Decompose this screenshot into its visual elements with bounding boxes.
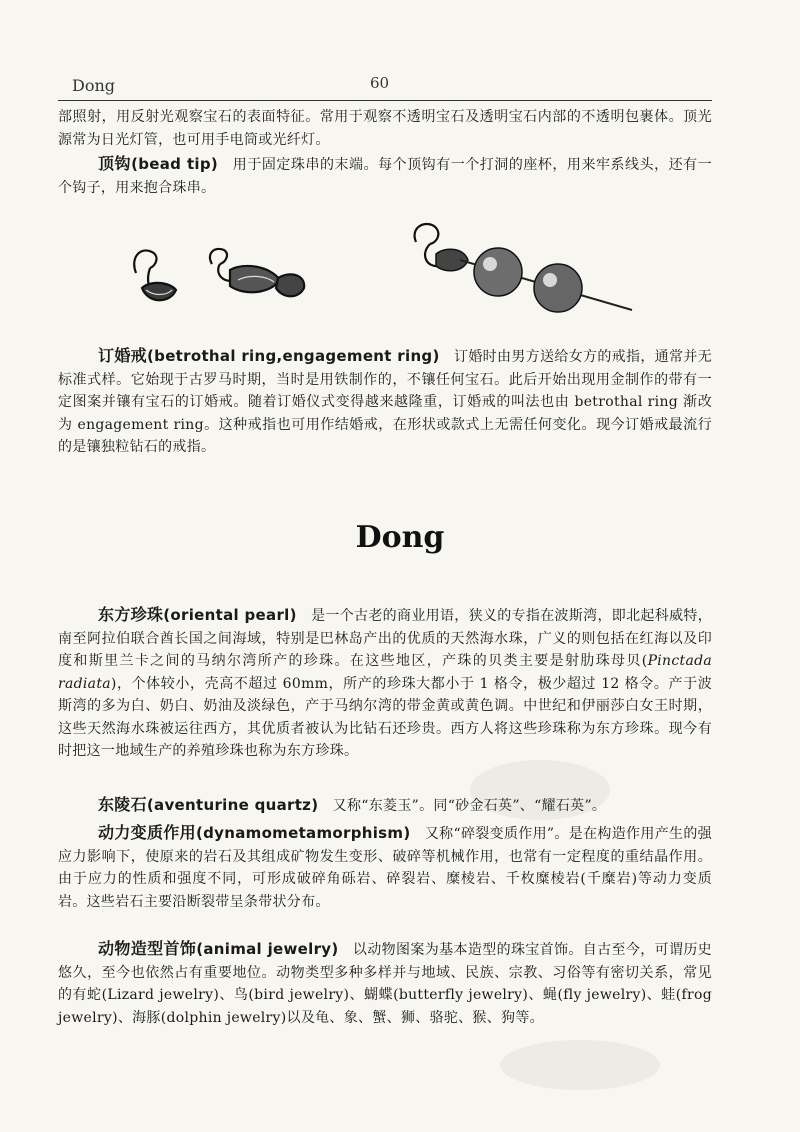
entry-dynamometamorphism	[58, 822, 712, 913]
entry-body: 是一个古老的商业用语，狭义的专指在波斯湾，即北起科威特，南至阿拉伯联合酋长国之间海域，特别是巴林岛产出的优质的天然海水珠，广义的则包括在红海以及印度和斯里兰卡之间的马纳尔湾所产的珍珠。在这些地区，产珠的贝类主要是射肋珠母贝(	[58, 608, 713, 669]
running-header: Dong	[72, 76, 116, 95]
entry-term-cn: 东陵石	[98, 795, 147, 814]
entry-body: 又称“东菱玉”。同“砂金石英”、“耀石英”。	[318, 798, 607, 814]
entry-term-en: (betrothal ring,engagement ring)	[147, 347, 440, 365]
bead-tip-closed-drawing	[134, 250, 176, 300]
entry-aventurine-quartz	[58, 794, 712, 818]
entry-term-cn: 顶钩	[98, 154, 132, 173]
paper-stain	[500, 1040, 660, 1090]
entry-body: 用于固定珠串的末端。每个顶钩有一个打洞的座杯，用来牢系线头，还有一个钩子，用来抱合珠串。	[58, 157, 712, 196]
continuation-paragraph	[58, 106, 712, 151]
entry-term-cn: 订婚戒	[98, 346, 148, 365]
entry-term-en: (animal jewelry)	[196, 940, 339, 958]
latin-species-name: Pinctada radiata	[58, 653, 712, 692]
entry-animal-jewelry	[58, 938, 712, 1029]
section-heading: Dong	[355, 520, 445, 555]
entry-body: 又称“碎裂变质作用”。是在构造作用产生的强应力影响下，使原来的岩石及其组成矿物发生变形、破碎等机械作用，也常有一定程度的重结晶作用。由于应力的性质和强度不同，可形成破碎角砾岩、碎裂岩、糜棱岩、千枚糜棱岩(千糜岩)等动力变质岩。这些岩石主要沿断裂带呈条带状分布。	[58, 826, 712, 910]
bead-tip-open-drawing	[210, 249, 304, 296]
entry-body-cont: )，个体较小，壳高不超过 60mm，所产的珍珠大都小于 1 格令，极少超过 12 格令。产于波斯湾的多为白、奶白、奶油及淡绿色，产于马纳尔湾的带金黄或黄色调。中世纪和伊丽莎白女王时期，这些天然海水珠被运往西方，其优质者被认为比钻石还珍贵。西方人将这些珍珠称为东方珍珠。现今有时把这一地域生产的养殖珍珠也称为东方珍珠。	[58, 675, 712, 759]
bead-tip-on-strand-drawing	[415, 224, 632, 312]
entry-term-en: (aventurine quartz)	[146, 796, 319, 814]
header-rule	[58, 100, 712, 101]
entry-term-en: (dynamometamorphism)	[195, 824, 411, 842]
entry-term-en: (bead tip)	[131, 155, 219, 173]
entry-term-cn: 动物造型首饰	[98, 939, 197, 958]
entry-bead-tip	[58, 153, 712, 199]
entry-betrothal-ring	[58, 345, 712, 459]
entry-term-en: (oriental pearl)	[163, 606, 297, 624]
entry-body: 订婚时由男方送给女方的戒指，通常并无标准式样。它始现于古罗马时期，当时是用铁制作的，不镶任何宝石。此后开始出现用金制作的带有一定图案并镶有宝石的订婚戒。随着订婚仪式变得越来越隆重，订婚戒的叫法也由 betrothal ring 渐改为 engagement ring。这种戒指也可用作结婚戒，在形状或款式上无需任何变化。现今订婚戒最流行的是镶独粒钻石的戒指。	[58, 349, 712, 455]
entry-oriental-pearl	[58, 604, 712, 763]
entry-body: 以动物图案为基本造型的珠宝首饰。自古至今，可谓历史悠久，至今也依然占有重要地位。动物类型多种多样并与地域、民族、宗教、习俗等有密切关系，常见的有蛇(Lizard jewelry)、鸟(bird jewelry)、蝴蝶(butterfly jewelry)、蝇(fly jewelry)、蛙(frog jewelry)、海豚(dolphin jewelry)以及龟、象、蟹、狮、骆驼、猴、狗等。	[58, 942, 712, 1026]
entry-term-cn: 东方珍珠	[98, 605, 164, 624]
page-number: 60	[370, 74, 390, 92]
continuation-text: 部照射，用反射光观察宝石的表面特征。常用于观察不透明宝石及透明宝石内部的不透明包裹体。顶光源常为日光灯管，也可用手电筒或光纤灯。	[58, 109, 712, 148]
bead-tip-illustration	[120, 218, 640, 318]
entry-term-cn: 动力变质作用	[98, 823, 196, 842]
